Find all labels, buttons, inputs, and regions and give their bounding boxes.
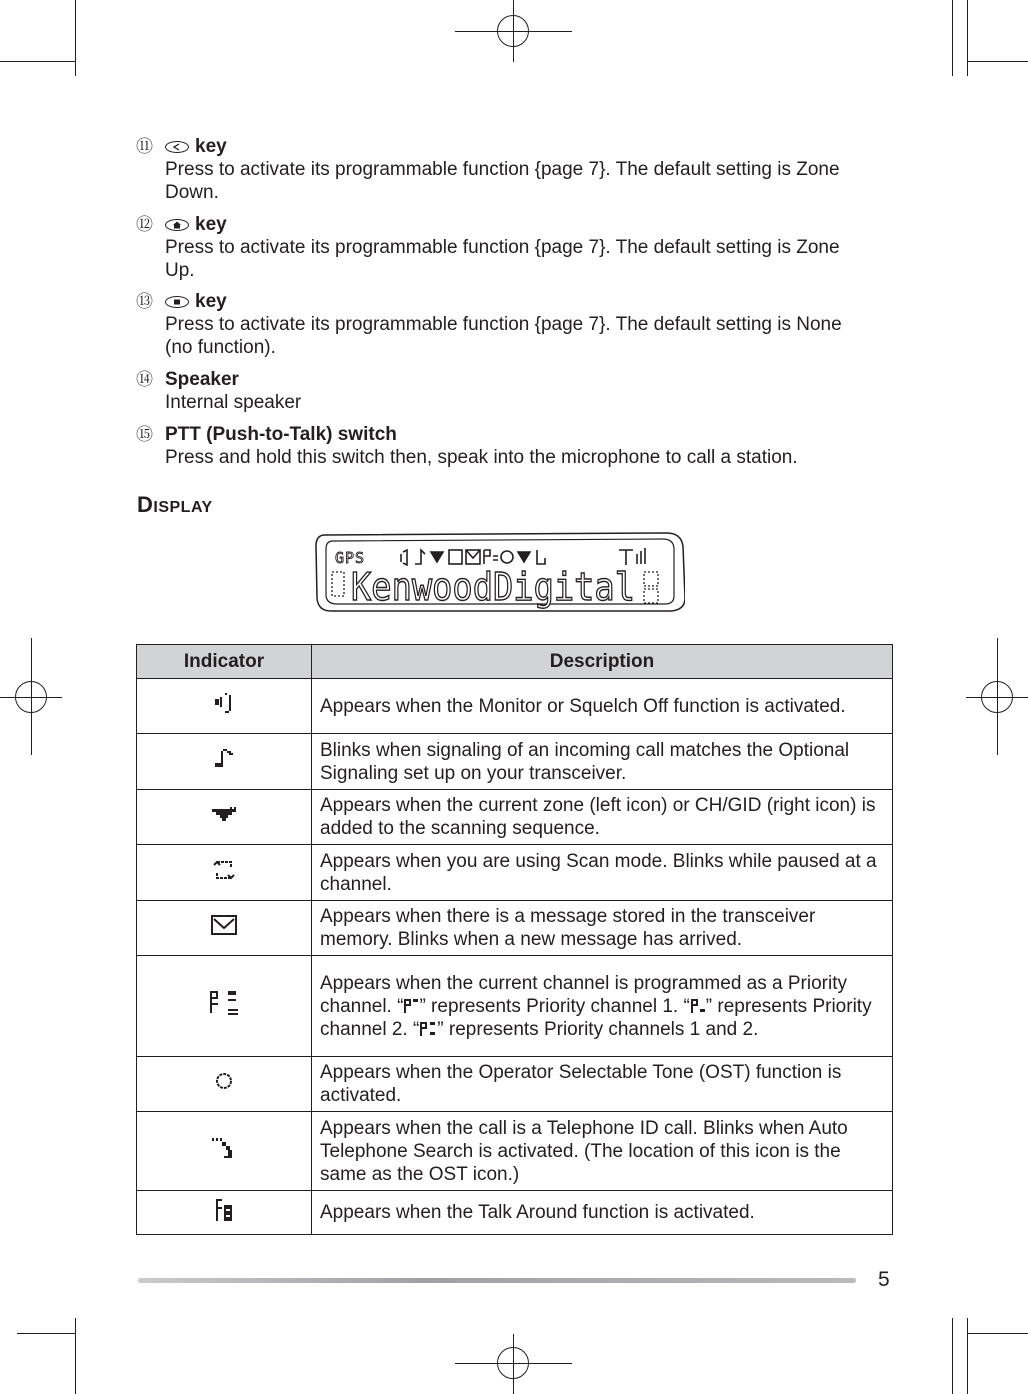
ost-circle-icon — [213, 1070, 235, 1092]
row-description: Blinks when signaling of an incoming call matches the Optional Signaling set up on your transceiver. — [312, 734, 893, 790]
indicator-table — [136, 644, 893, 1235]
item-label: Speaker — [165, 369, 239, 390]
priority-both-inline-icon — [419, 1021, 437, 1037]
item-heading — [165, 135, 227, 158]
item-number: ⑬ — [136, 292, 153, 311]
section-title: DISPLAY — [137, 492, 213, 517]
item-number: ⑮ — [136, 425, 153, 444]
table-row — [137, 956, 893, 1057]
table-row — [137, 845, 893, 901]
priority-icon — [208, 989, 240, 1017]
item-description: Press to activate its programmable function {page 7}. The default setting is Zone Down. — [165, 159, 840, 203]
footer-rule — [138, 1278, 856, 1283]
table-row — [137, 734, 893, 790]
priority-2-inline-icon — [690, 998, 706, 1014]
item-number: ⑭ — [136, 370, 153, 389]
row-description: Appears when you are using Scan mode. Blinks while paused at a channel. — [312, 845, 893, 901]
header-indicator: Indicator — [137, 645, 312, 679]
music-note-icon — [211, 747, 237, 771]
item-heading — [165, 290, 227, 313]
item-description: Press to activate its programmable function {page 7}. The default setting is None (no function). — [165, 314, 842, 358]
scan-loop-icon — [211, 858, 237, 882]
row-description: Appears when the call is a Telephone ID call. Blinks when Auto Telephone Search is activated. (The location of this icon is the same as the OST icon.) — [312, 1112, 893, 1191]
item-description: Press and hold this switch then, speak into the microphone to call a station. — [165, 447, 798, 468]
table-row — [137, 679, 893, 734]
table-header-row — [137, 645, 893, 679]
item-heading — [165, 423, 397, 446]
row-description-priority: Appears when the current channel is programmed as a Priority channel. “ ” represents Priority channel 1. “ ” represents Priority channel 2. “ ” represents Priority channels 1 and 2. — [312, 956, 893, 1057]
table-row — [137, 1112, 893, 1191]
page-number: 5 — [878, 1268, 890, 1291]
row-description: Appears when the Operator Selectable Tone (OST) function is activated. — [312, 1057, 893, 1112]
item-label: key — [195, 136, 227, 157]
row-description: Appears when the Monitor or Squelch Off function is activated. — [312, 679, 893, 734]
talk-around-icon — [214, 1197, 234, 1223]
item-number: ⑪ — [136, 137, 153, 156]
priority-1-inline-icon — [403, 998, 419, 1014]
table-row — [137, 901, 893, 956]
lcd-display — [315, 532, 685, 612]
table-row — [137, 1057, 893, 1112]
item-label: key — [195, 291, 227, 312]
header-description: Description — [312, 645, 893, 679]
item-number: ⑫ — [136, 215, 153, 234]
telephone-icon — [210, 1134, 238, 1162]
table-row — [137, 1191, 893, 1235]
center-key-icon — [165, 296, 189, 308]
item-label: PTT (Push-to-Talk) switch — [165, 424, 397, 445]
lcd-main-text: KenwoodDigital — [351, 565, 635, 609]
row-description: Appears when the Talk Around function is activated. — [312, 1191, 893, 1235]
item-heading — [165, 213, 227, 236]
scan-add-arrow-icon — [210, 807, 238, 823]
row-description: Appears when the current zone (left icon) or CH/GID (right icon) is added to the scanning sequence. — [312, 790, 893, 845]
lcd-gps-label: GPS — [335, 549, 366, 567]
home-key-icon — [165, 219, 189, 231]
item-label: key — [195, 214, 227, 235]
item-heading — [165, 368, 239, 391]
table-row — [137, 790, 893, 845]
item-description: Press to activate its programmable function {page 7}. The default setting is Zone Up. — [165, 237, 840, 281]
row-description: Appears when there is a message stored in the transceiver memory. Blinks when a new message has arrived. — [312, 901, 893, 956]
item-description: Internal speaker — [165, 392, 302, 413]
left-arrow-key-icon — [165, 141, 189, 153]
monitor-speaker-icon — [212, 691, 236, 715]
envelope-icon — [210, 913, 238, 937]
